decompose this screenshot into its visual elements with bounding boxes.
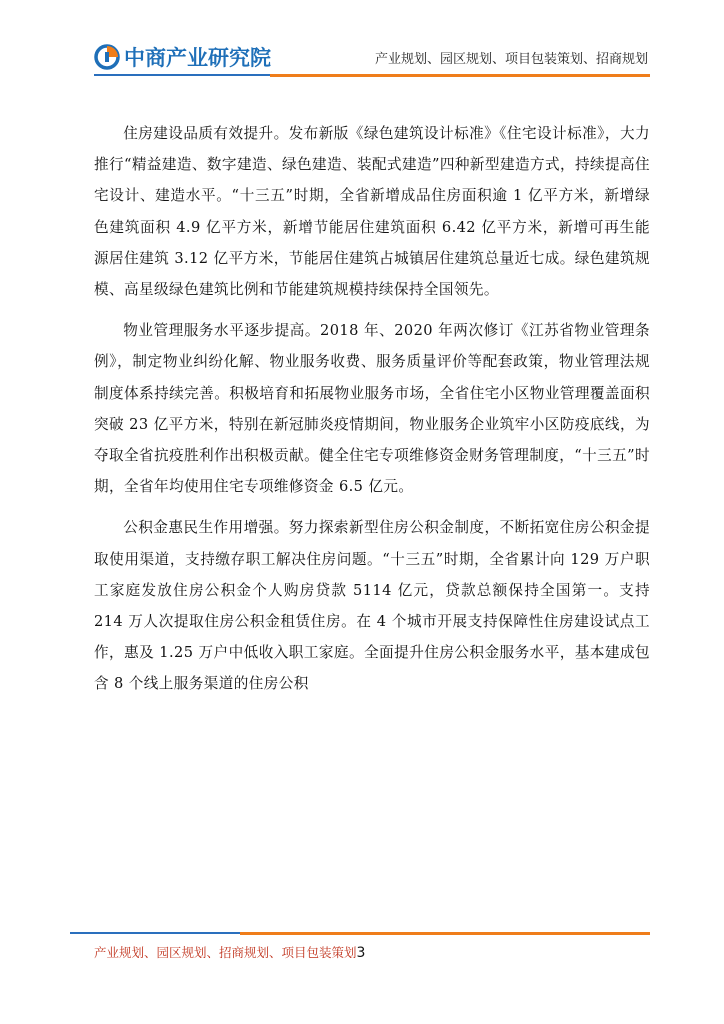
logo-text: 中商产业研究院	[124, 46, 271, 70]
paragraph-housing-quality: 住房建设品质有效提升。发布新版《绿色建筑设计标准》《住宅设计标准》，大力推行“精益建造、数字建造、绿色建造、装配式建造”四种新型建造方式，持续提高住宅设计、建造水平。“十三五”时期，全省新增成品住房面积逾 1 亿平方米，新增绿色建筑面积 4.9 亿平方米，新增节能居住建筑面积 6.42 亿平方米，新增可再生能源居住建筑 3.12 亿平方米，节能居住建筑占城镇居住建筑总量近七成。绿色建筑规模、高星级绿色建筑比例和节能建筑规模持续保持全国领先。	[94, 125, 650, 299]
paragraph-property-management: 物业管理服务水平逐步提高。2018 年、2020 年两次修订《江苏省物业管理条例》，制定物业纠纷化解、物业服务收费、服务质量评价等配套政策，物业管理法规制度体系持续完善。积极培育和拓展物业服务市场，全省住宅小区物业管理覆盖面积突破 23 亿平方米，特别在新冠肺炎疫情期间，物业服务企业筑牢小区防疫底线，为夺取全省抗疫胜利作出积极贡献。健全住宅专项维修资金财务管理制度，“十三五”时期，全省年均使用住宅专项维修资金 6.5 亿元。	[94, 322, 650, 496]
footer-slogan: 产业规划、园区规划、招商规划、项目包装策划	[94, 945, 357, 960]
footer-divider-blue	[70, 932, 240, 934]
header-slogan: 产业规划、园区规划、项目包装策划、招商规划	[374, 52, 648, 67]
page-number: 3	[356, 945, 366, 961]
page-header	[0, 0, 724, 80]
logo-icon	[94, 44, 120, 70]
company-logo	[94, 42, 271, 72]
page-footer	[94, 943, 365, 961]
paragraph-housing-fund: 公积金惠民生作用增强。努力探索新型住房公积金制度，不断拓宽住房公积金提取使用渠道，支持缴存职工解决住房问题。“十三五”时期，全省累计向 129 万户职工家庭发放住房公积金个人购房贷款 5114 亿元，贷款总额保持全国第一。支持 214 万人次提取住房公积金租赁住房。在 4 个城市开展支持保障性住房建设试点工作，惠及 1.25 万户中低收入职工家庭。全面提升住房公积金服务水平，基本建成包含 8 个线上服务渠道的住房公积	[94, 519, 650, 693]
header-divider-blue	[94, 74, 270, 76]
document-body	[94, 118, 650, 710]
footer-divider-orange	[240, 932, 650, 935]
header-divider-orange	[270, 74, 650, 77]
